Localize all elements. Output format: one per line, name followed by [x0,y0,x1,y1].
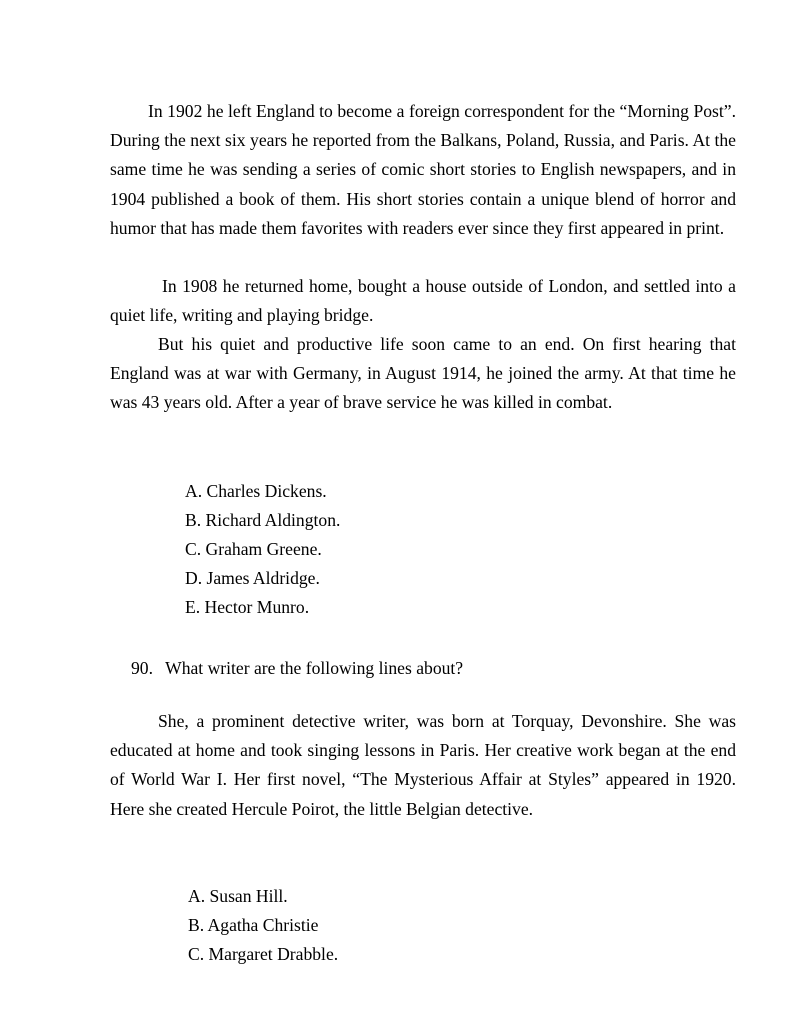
question-90 [131,657,463,679]
option-c: C. Margaret Drabble. [188,944,339,964]
question-90-passage: She, a prominent detective writer, was born at Torquay, Devonshire. She was educated at home and took singing lessons in Paris. Her creative work began at the end of World War I. Her first novel, “The Mysterious Affair at Styles” appeared in 1920. Here she created Hercule Poirot, the little Belgian detective. [110,711,736,819]
question-text: What writer are the following lines about? [165,658,464,678]
option-a: A. Susan Hill. [188,886,288,906]
option-b: B. Agatha Christie [188,915,319,935]
option-c: C. Graham Greene. [185,539,322,559]
option-d: D. James Aldridge. [185,568,320,588]
question-number: 90. [131,658,153,678]
option-e: E. Hector Munro. [185,597,310,617]
passage-paragraph-2: In 1908 he returned home, bought a house outside of London, and settled into a quiet life, writing and playing bridge. [110,276,736,326]
passage-paragraph-1: In 1902 he left England to become a foreign correspondent for the “Morning Post”. During the next six years he reported from the Balkans, Poland, Russia, and Paris. At the same time he was sending a series of comic short stories to English newspapers, and in 1904 published a book of them. His short stories contain a unique blend of horror and humor that has made them favorites with readers ever since they first appeared in print. [110,101,736,238]
option-b: B. Richard Aldington. [185,510,341,530]
option-a: A. Charles Dickens. [185,481,327,501]
passage-paragraph-3: But his quiet and productive life soon came to an end. On first hearing that England was at war with Germany, in August 1914, he joined the army. At that time he was 43 years old. After a year of brave service he was killed in combat. [110,334,736,413]
